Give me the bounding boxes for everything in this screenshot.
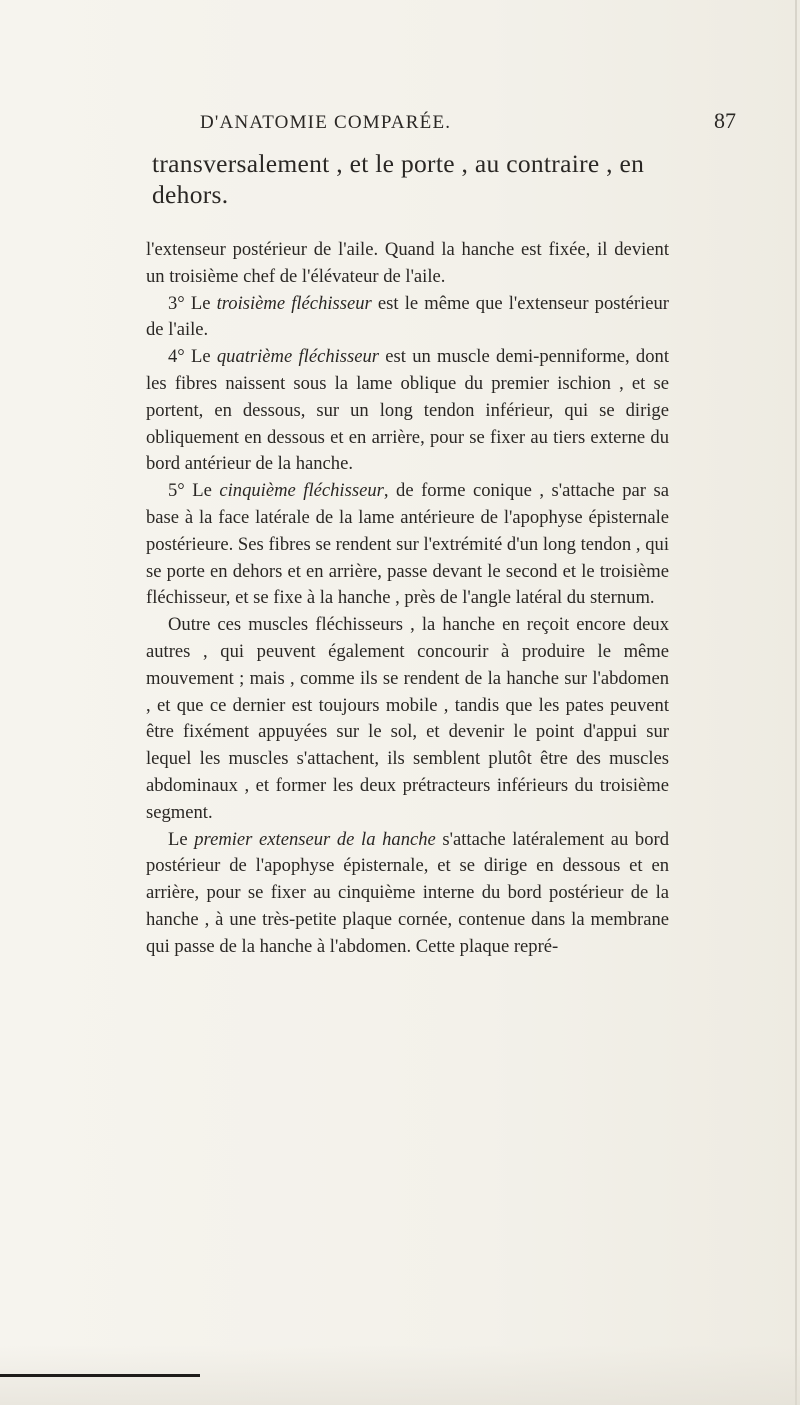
paragraph-text: l'extenseur postérieur de l'aile. Quand la hanche est fixée, il devient un troisième chef de l'élévateur de l'aile. — [146, 239, 669, 287]
paragraph-1 — [146, 237, 669, 291]
running-title: D'ANATOMIE COMPARÉE. — [200, 112, 452, 133]
paragraph-5 — [146, 612, 669, 826]
paragraph-4 — [146, 478, 669, 612]
paragraph-6 — [146, 827, 669, 961]
page-number: 87 — [714, 108, 736, 133]
italic-term: quatrième fléchisseur — [216, 346, 380, 368]
italic-term: cinquième fléchisseur — [219, 480, 384, 502]
italic-term: troisième fléchisseur — [216, 292, 372, 314]
paragraph-lead: Le — [168, 828, 195, 850]
body-text — [146, 237, 669, 961]
paragraph-2 — [146, 291, 669, 345]
paragraph-text: , de forme conique , s'attache par sa base à la face latérale de la lame antérieure de l'apophyse épisternale postérieure. Ses fibres se rendent sur l'extrémité d'un long tendon , qui se porte en dehors et en arrière, passe devant le second et le troisième fléchisseur, et se fixe à la hanche , près de l'angle latéral du sternum. — [146, 480, 669, 609]
paragraph-text: s'attache latéralement au bord postérieur de l'apophyse épisternale, et se dirige en dessous et en arrière, pour se fixer au cinquième interne du bord postérieur de la hanche , à une très-petite plaque cornée, contenue dans la membrane qui passe de la hanche à l'abdomen. Cette plaque repré- — [146, 828, 669, 957]
paragraph-text: est le même que l'extenseur postérieur de l'aile. — [146, 292, 669, 341]
paragraph-lead: 3° Le — [168, 292, 217, 314]
continued-text — [152, 148, 672, 210]
paragraph-text: Outre ces muscles fléchisseurs , la hanche en reçoit encore deux autres , qui peuvent également concourir à produire le même mouvement ; mais , comme ils se rendent de la hanche sur l'abdomen , et que ce dernier est toujours mobile , tandis que les pates peuvent être fixément appuyées sur le sol, et devenir le point d'appui sur lequel les muscles s'attachent, ils semblent plutôt être des muscles abdominaux , et former les deux prétracteurs inférieurs du troisième segment. — [146, 614, 669, 823]
bottom-edge-mark — [0, 1374, 200, 1377]
page-edge — [795, 0, 797, 1405]
paragraph-3 — [146, 344, 669, 478]
paragraph-lead: 4° Le — [168, 346, 217, 368]
paragraph-lead: 5° Le — [168, 480, 220, 502]
continued-line: transversalement , et le porte , au contraire , en dehors. — [152, 149, 645, 209]
italic-term: premier extenseur de la hanche — [194, 828, 436, 850]
paragraph-text: est un muscle demi-penniforme, dont les fibres naissent sous la lame oblique du premier ischion , et se portent, en dessous, sur un long tendon inférieur, qui se dirige obliquement en dessous et en arrière, pour se fixer au tiers externe du bord antérieur de la hanche. — [146, 346, 669, 475]
